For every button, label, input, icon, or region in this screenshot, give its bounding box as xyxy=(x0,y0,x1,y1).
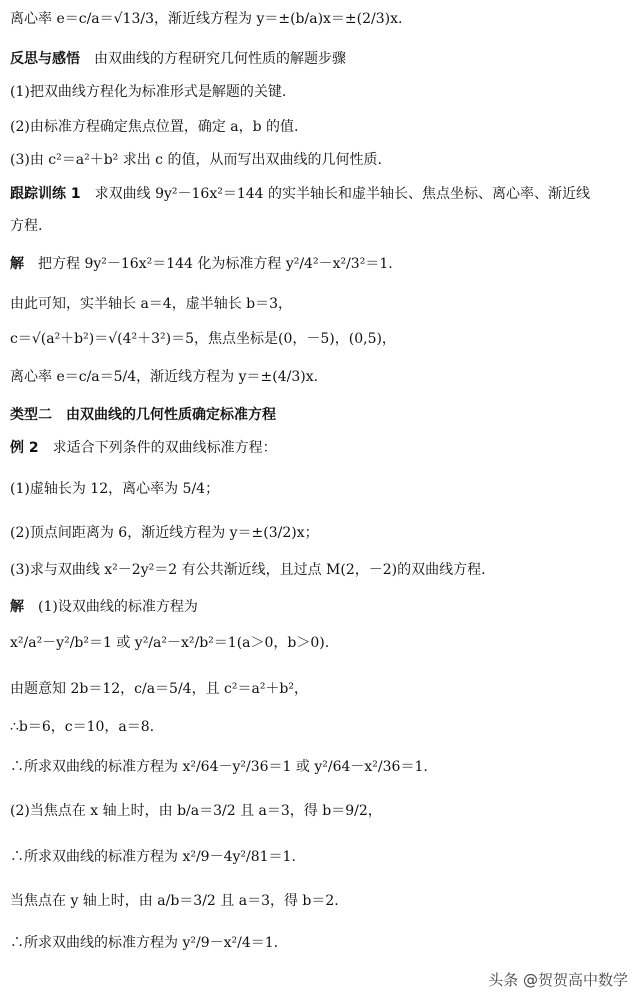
watermark: 头条 @贺贺高中数学 xyxy=(488,971,628,989)
condition-2: (2)顶点间距离为 6，渐近线方程为 y＝±(3/2)x； xyxy=(10,525,319,541)
example-text: 求适合下列条件的双曲线标准方程： xyxy=(52,440,277,456)
solution-text: 把方程 9y²－16x²＝144 化为标准方程 y²/4²－x²/3²＝1. xyxy=(38,256,393,272)
exercise-continuation: 方程. xyxy=(10,218,43,234)
solution-2-label: 解 xyxy=(10,599,24,615)
example-label: 例 2 xyxy=(10,440,39,456)
reflection-label: 反思与感悟 xyxy=(10,51,80,67)
reflection-heading-line xyxy=(10,48,630,70)
semi-axes-line: 由此可知，实半轴长 a＝4，虚半轴长 b＝3， xyxy=(10,296,293,312)
result-line-1: ∴所求双曲线的标准方程为 x²/64－y²/36＝1 或 y²/64－x²/36＝1. xyxy=(10,759,428,775)
solution-label: 解 xyxy=(10,256,24,272)
result-line-3: ∴所求双曲线的标准方程为 y²/9－x²/4＝1. xyxy=(10,935,279,951)
condition-1: (1)虚轴长为 12，离心率为 5/4； xyxy=(10,481,220,497)
solution-2-line xyxy=(10,596,630,618)
x-axis-case-line: (2)当焦点在 x 轴上时，由 b/a＝3/2 且 a＝3，得 b＝9/2， xyxy=(10,803,382,819)
exercise-line xyxy=(10,183,630,205)
values-line: ∴b＝6，c＝10，a＝8. xyxy=(10,719,155,735)
example-line xyxy=(10,437,630,459)
step-2: (2)由标准方程确定焦点位置，确定 a，b 的值. xyxy=(10,119,299,135)
solution-2-text: (1)设双曲线的标准方程为 xyxy=(38,599,198,615)
standard-form-line: x²/a²－y²/b²＝1 或 y²/a²－x²/b²＝1(a＞0，b＞0). xyxy=(10,635,330,651)
section-heading: 类型二 由双曲线的几何性质确定标准方程 xyxy=(10,407,276,423)
result-line-2: ∴所求双曲线的标准方程为 x²/9－4y²/81＝1. xyxy=(10,849,296,865)
step-1: (1)把双曲线方程化为标准形式是解题的关键. xyxy=(10,84,287,100)
solution-1-line xyxy=(10,253,630,275)
eccentricity-line-1: 离心率 e＝c/a＝√13/3，渐近线方程为 y＝±(b/a)x＝±(2/3)x. xyxy=(10,11,403,27)
condition-3: (3)求与双曲线 x²－2y²＝2 有公共渐近线，且过点 M(2，－2)的双曲线方程. xyxy=(10,562,486,578)
exercise-label: 跟踪训练 1 xyxy=(10,186,81,202)
step-3: (3)由 c²＝a²＋b² 求出 c 的值，从而写出双曲线的几何性质. xyxy=(10,152,382,168)
y-axis-case-line: 当焦点在 y 轴上时，由 a/b＝3/2 且 a＝3，得 b＝2. xyxy=(10,893,339,909)
reflection-text: 由双曲线的方程研究几何性质的解题步骤 xyxy=(94,51,346,67)
eccentricity-line-2: 离心率 e＝c/a＝5/4，渐近线方程为 y＝±(4/3)x. xyxy=(10,369,319,385)
focus-line: c＝√(a²＋b²)＝√(4²＋3²)＝5，焦点坐标是(0，－5)，(0,5)， xyxy=(10,331,396,347)
given-line: 由题意知 2b＝12，c/a＝5/4，且 c²＝a²＋b²， xyxy=(10,681,309,697)
exercise-text: 求双曲线 9y²－16x²＝144 的实半轴长和虚半轴长、焦点坐标、离心率、渐近线 xyxy=(94,186,590,202)
